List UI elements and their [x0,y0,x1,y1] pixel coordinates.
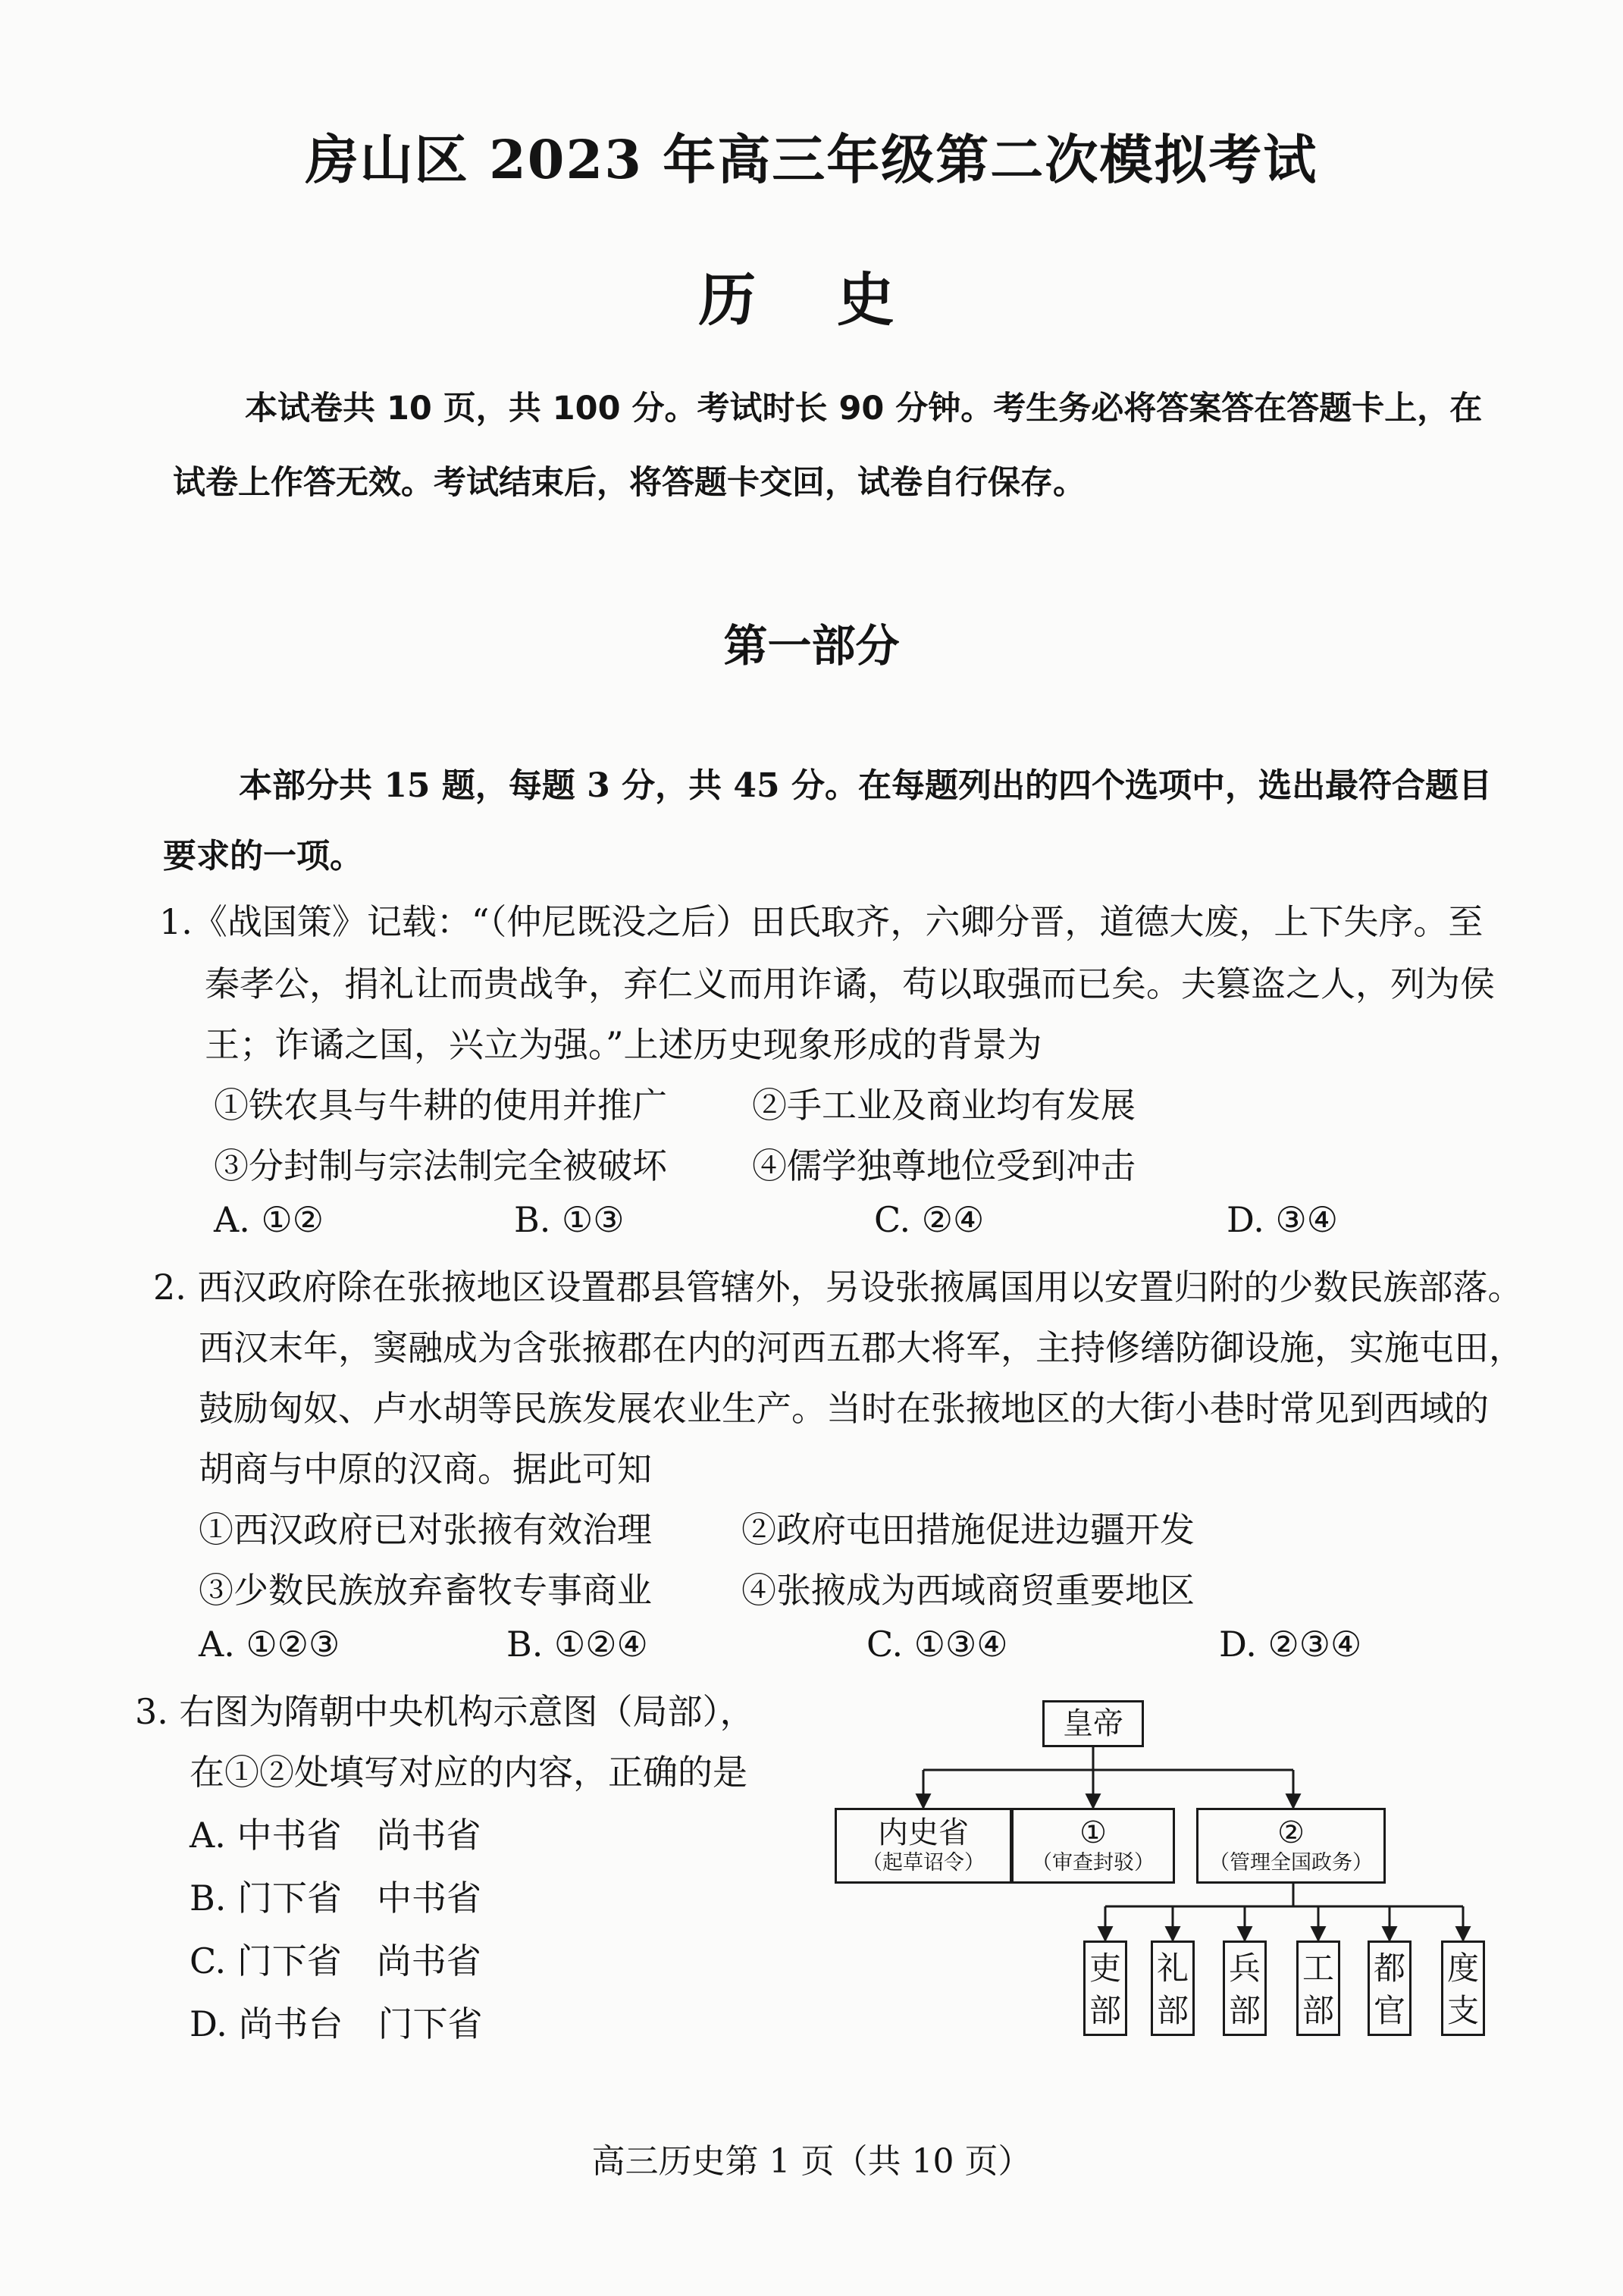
question-2-choice-d[interactable]: D. ②③④ [1219,1624,1362,1665]
diagram-neishisheng-role: （起草诏令） [862,1851,985,1875]
question-2-choice-a[interactable]: A. ①②③ [199,1624,340,1665]
question-2-item-3: ③少数民族放弃畜牧专事商业 [199,1570,652,1611]
question-2-choice-c[interactable]: C. ①③④ [866,1624,1008,1665]
instructions-line-2: 试卷上作答无效。考试结束后，将答题卡交回，试卷自行保存。 [173,464,1086,502]
question-2-item-1: ①西汉政府已对张掖有效治理 [199,1509,652,1550]
question-3-line-1: 3. 右图为隋朝中央机构示意图（局部）， [135,1691,755,1732]
diagram-emperor-label: 皇帝 [1063,1706,1123,1741]
diagram-blank-1-label: ① [1079,1815,1107,1850]
question-1-line-3: 王；诈谲之国，兴立为强。”上述历史现象形成的背景为 [205,1024,1042,1065]
question-1-choice-b[interactable]: B. ①③ [514,1199,625,1240]
question-1-line-2: 秦孝公，捐礼让而贵战争，弃仁义而用诈谲，苟以取强而已矣。夫篡盗之人，列为侯 [205,963,1495,1004]
question-1-choice-c[interactable]: C. ②④ [874,1199,985,1240]
diagram-blank-2-label: ② [1277,1815,1305,1850]
diagram-blank-2-box [1196,1808,1386,1884]
diagram-emperor-box [1042,1700,1144,1747]
part-title: 第一部分 [723,620,900,672]
question-3-choice-c[interactable]: C. 门下省 尚书省 [190,1940,481,1981]
subject-title: 历 史 [698,266,925,334]
question-1-item-1: ①铁农具与牛耕的使用并推广 [214,1085,667,1126]
question-1-line-1: 1.《战国策》记载：“（仲尼既没之后）田氏取齐，六卿分晋，道德大废，上下失序。至 [159,901,1484,942]
diagram-dept-bingbu: 兵部 [1223,1940,1267,2036]
question-2-line-2: 西汉末年，窦融成为含张掖郡在内的河西五郡大将军，主持修缮防御设施，实施屯田， [199,1327,1524,1368]
diagram-blank-2-role: （管理全国政务） [1209,1851,1373,1875]
question-2-line-1: 2. 西汉政府除在张掖地区设置郡县管辖外，另设张掖属国用以安置归附的少数民族部落。 [153,1267,1523,1308]
question-3-choice-d[interactable]: D. 尚书台 门下省 [190,2003,483,2044]
question-2-line-4: 胡商与中原的汉商。据此可知 [199,1449,652,1489]
question-3-choice-b[interactable]: B. 门下省 中书省 [190,1878,482,1919]
part-note-line-1: 本部分共 15 题，每题 3 分，共 45 分。在每题列出的四个选项中，选出最符合题目 [239,766,1492,805]
question-1-item-2: ②手工业及商业均有发展 [752,1085,1136,1126]
question-1-choice-a[interactable]: A. ①② [214,1199,324,1240]
diagram-dept-libu-personnel: 吏部 [1083,1940,1127,2036]
diagram-dept-libu-rites: 礼部 [1151,1940,1195,2036]
diagram-neishisheng-label: 内史省 [878,1815,969,1850]
diagram-dept-duguan: 都官 [1368,1940,1412,2036]
question-3-choice-a[interactable]: A. 中书省 尚书省 [190,1815,481,1856]
question-2-line-3: 鼓励匈奴、卢水胡等民族发展农业生产。当时在张掖地区的大街小巷时常见到西域的 [199,1388,1489,1429]
part-note-line-2: 要求的一项。 [163,837,363,875]
diagram-neishisheng-box [835,1808,1012,1884]
diagram-dept-gongbu: 工部 [1296,1940,1340,2036]
question-3-line-2: 在①②处填写对应的内容，正确的是 [190,1752,747,1793]
question-1-item-3: ③分封制与宗法制完全被破坏 [214,1145,667,1186]
question-1-item-4: ④儒学独尊地位受到冲击 [752,1145,1136,1186]
exam-title: 房山区 2023 年高三年级第二次模拟考试 [305,128,1318,191]
diagram-dept-duzhi: 度支 [1441,1940,1485,2036]
question-2-item-2: ②政府屯田措施促进边疆开发 [741,1509,1195,1550]
question-1-choice-d[interactable]: D. ③④ [1227,1199,1338,1240]
question-2-item-4: ④张掖成为西域商贸重要地区 [741,1570,1195,1611]
question-2-choice-b[interactable]: B. ①②④ [506,1624,648,1665]
diagram-blank-1-role: （审查封驳） [1032,1851,1155,1875]
instructions-line-1: 本试卷共 10 页，共 100 分。考试时长 90 分钟。考生务必将答案答在答题卡上，在 [245,390,1483,428]
diagram-blank-1-box [1011,1808,1175,1884]
page-footer: 高三历史第 1 页（共 10 页） [591,2142,1032,2181]
